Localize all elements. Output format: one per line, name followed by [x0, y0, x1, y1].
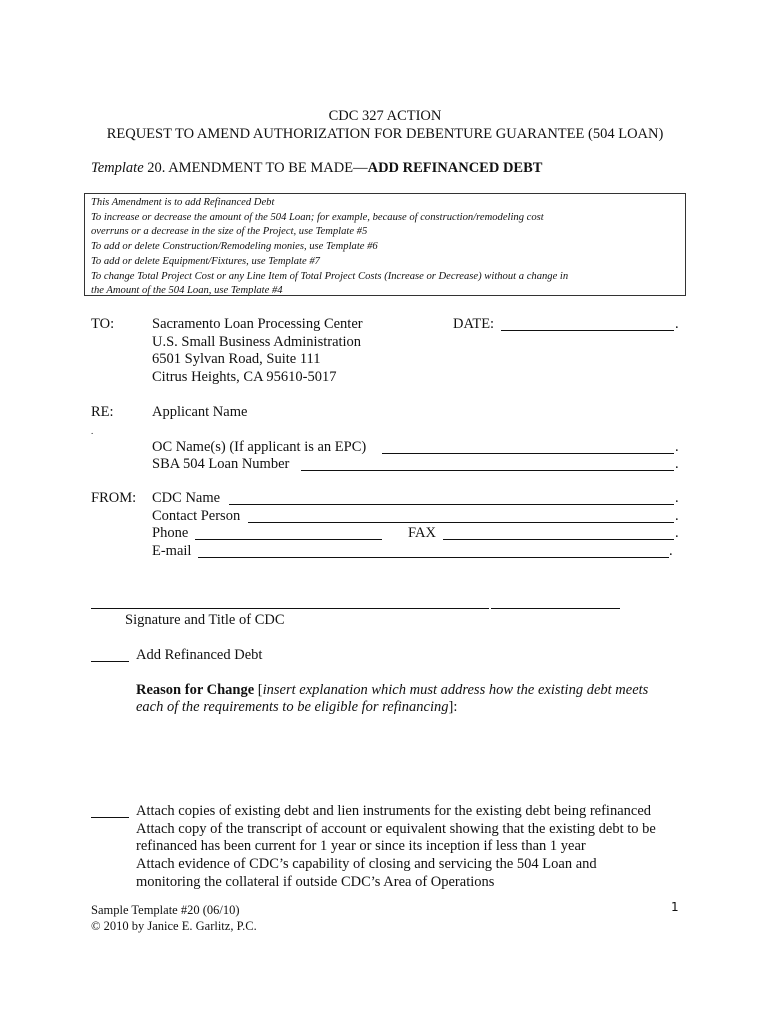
re-label: RE:	[91, 404, 114, 420]
cdc-name-field[interactable]	[229, 504, 674, 505]
signature-label: Signature and Title of CDC	[125, 612, 285, 628]
fax-label: FAX	[408, 525, 436, 541]
email-label: E-mail	[152, 543, 192, 559]
oc-names-field[interactable]	[382, 453, 674, 454]
to-label: TO:	[91, 316, 115, 332]
oc-period: .	[675, 439, 679, 455]
add-refinanced-debt-label: Add Refinanced Debt	[136, 647, 263, 663]
box-line: To add or delete Equipment/Fixtures, use Template #7	[91, 255, 320, 267]
page-number: 1	[671, 900, 679, 914]
to-address-line: 6501 Sylvan Road, Suite 111	[152, 351, 321, 367]
signature-line[interactable]	[91, 608, 489, 609]
from-label: FROM:	[91, 490, 137, 506]
date-label: DATE:	[453, 316, 495, 332]
fax-period: .	[675, 525, 679, 541]
template-heading	[91, 160, 542, 177]
email-field[interactable]	[198, 557, 669, 558]
document-title: CDC 327 ACTION	[328, 108, 442, 124]
box-line: To change Total Project Cost or any Line Item of Total Project Costs (Increase or Decrease) without a change in	[91, 270, 569, 282]
add-refinanced-debt-checkline[interactable]	[91, 661, 129, 662]
cdc-name-label: CDC Name	[152, 490, 221, 506]
attachment-line: Attach evidence of CDC’s capability of closing and servicing the 504 Loan and	[136, 856, 597, 872]
attachment-line: Attach copy of the transcript of account or equivalent showing that the existing debt to be	[136, 821, 656, 837]
attachments-checkline[interactable]	[91, 817, 129, 818]
sba-loan-number-label: SBA 504 Loan Number	[152, 456, 290, 472]
fax-field[interactable]	[443, 539, 674, 540]
reason-italic-2: each of the requirements to be eligible for refinancing	[136, 699, 449, 715]
contact-person-label: Contact Person	[152, 508, 241, 524]
email-period: .	[669, 543, 673, 559]
attachment-line: monitoring the collateral if outside CDC’s Area of Operations	[136, 874, 495, 890]
sba-period: .	[675, 456, 679, 472]
reason-line-2	[136, 699, 457, 716]
contact-person-field[interactable]	[248, 522, 674, 523]
reason-line-1	[136, 682, 648, 699]
to-address-line: Sacramento Loan Processing Center	[152, 316, 363, 332]
to-address-line: Citrus Heights, CA 95610-5017	[152, 369, 337, 385]
signature-date-line[interactable]	[491, 608, 620, 609]
sba-loan-number-field[interactable]	[301, 470, 674, 471]
template-rest: 20. AMENDMENT TO BE MADE—	[143, 160, 368, 176]
reason-close: ]:	[448, 699, 458, 715]
footer-copyright: © 2010 by Janice E. Garlitz, P.C.	[91, 919, 257, 933]
template-prefix: Template	[91, 160, 144, 176]
attachment-line: Attach copies of existing debt and lien instruments for the existing debt being refinanced	[136, 803, 652, 819]
date-field[interactable]	[501, 330, 674, 331]
template-bold: ADD REFINANCED DEBT	[367, 160, 543, 176]
box-line: the Amount of the 504 Loan, use Template #4	[91, 285, 283, 297]
cdc-period: .	[675, 490, 679, 506]
attachment-line: refinanced has been current for 1 year or since its inception if less than 1 year	[136, 838, 586, 854]
box-line: To add or delete Construction/Remodeling monies, use Template #6	[91, 241, 378, 253]
phone-label: Phone	[152, 525, 189, 541]
footer-template-ref: Sample Template #20 (06/10)	[91, 903, 240, 917]
stray-mark: .	[91, 426, 94, 436]
document-subtitle: REQUEST TO AMEND AUTHORIZATION FOR DEBENTURE GUARANTEE (504 LOAN)	[106, 126, 664, 142]
oc-names-label: OC Name(s) (If applicant is an EPC)	[152, 439, 367, 455]
box-line: This Amendment is to add Refinanced Debt	[91, 197, 275, 208]
phone-field[interactable]	[195, 539, 382, 540]
to-address-line: U.S. Small Business Administration	[152, 334, 362, 350]
date-period: .	[675, 316, 679, 332]
box-line: To increase or decrease the amount of the 504 Loan; for example, because of construction/remodeling cost	[91, 211, 544, 223]
amendment-instructions-box	[84, 193, 686, 296]
reason-bracket: [	[254, 682, 263, 698]
reason-italic-1: insert explanation which must address how the existing debt meets	[262, 682, 649, 698]
box-line: overruns or a decrease in the size of the Project, use Template #5	[91, 226, 368, 238]
contact-period: .	[675, 508, 679, 524]
applicant-name-label: Applicant Name	[152, 404, 248, 420]
reason-bold: Reason for Change	[136, 682, 255, 698]
